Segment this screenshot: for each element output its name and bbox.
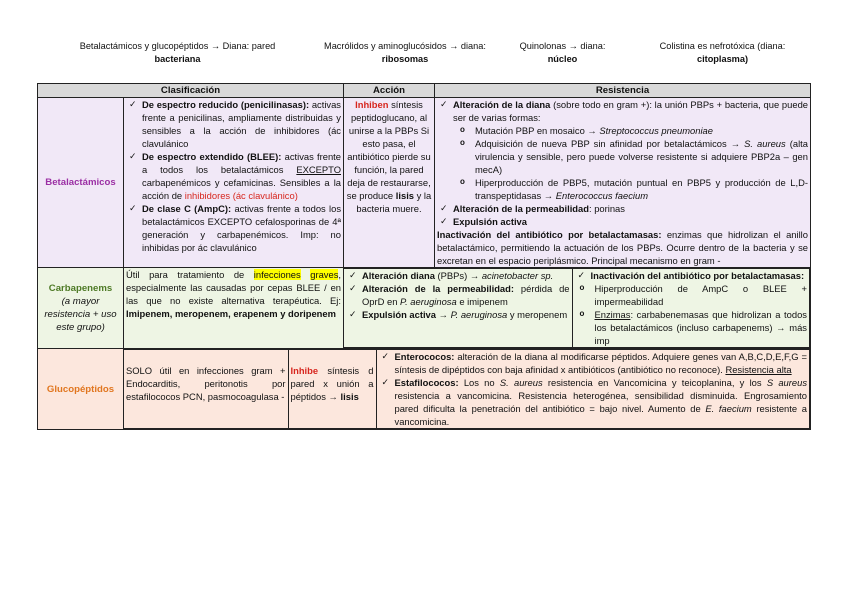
list-item: ✓ Alteración de la diana (sobre todo en gram +): la unión PBPs + bacteria, que puede ser de varias formas: o Mutación PBP en mosaico → Streptococcus pneumoniae o Adquisición de nueva PBP sin afinidad por betalactámicos → S. aureus (alta virulencia y sensible, pero puede volverse resistente si adquiere PBP2a – gen mecA) o Hiperproducción de PBP5, mutación puntual en PBP5 y producción de L,D-transpeptidasas → Enterococcus faecium (453, 98, 808, 202)
note-4-line2: citoplasma) (696, 54, 749, 64)
list-item: ✓ Alteración de la permeabilidad: pérdida de OprD en P. aeruginosa e imipenem (362, 282, 570, 308)
list-item: ✓ Estafilococos: Los no S. aureus resistencia en Vancomicina y teicoplanina, y los S aureus resistencia a vancomicina. Resistencia heterogénea, sensibilidad disminuida. Engrosamiento pared dificulta la penetración del antibiótico = bajo nivel. Aumento de E. faecium resistente a vancomicina. (395, 376, 808, 428)
note-3-line1: Quinolonas → diana: (519, 41, 606, 51)
table-header-row (38, 84, 811, 98)
col-header-accion: Acción (344, 84, 435, 98)
header-note-1 (50, 40, 305, 66)
list-item: ✓ Alteración de la permeabilidad: porinas (453, 202, 808, 215)
list-item: o Mutación PBP en mosaico → Streptococcus pneumoniae (475, 124, 808, 137)
list-item: o Hiperproducción de AmpC o BLEE + impermeabilidad (595, 282, 808, 308)
header-note-2 (300, 40, 510, 66)
gluc-accion: Inhibe síntesis d pared x unión a péptidos → lisis (288, 350, 376, 429)
carbapenems-sublabel: (a mayor resistencia + uso este grupo) (44, 296, 117, 333)
gluc-resistencia (376, 350, 810, 429)
header-note-3 (505, 40, 620, 66)
beta-clasificacion (124, 98, 344, 268)
antibiotics-table (37, 83, 811, 430)
row-label-betalactamicos: Betalactámicos (38, 98, 124, 268)
note-3-line2: núcleo (547, 54, 578, 64)
header-note-4 (635, 40, 810, 66)
note-2-line1: Macrólidos y aminoglucósidos → diana: (324, 41, 486, 51)
list-item: ✓ Alteración diana (PBPs) → acinetobacter sp. (362, 269, 570, 282)
row-label-glucopeptidos: Glucopéptidos (38, 349, 124, 430)
note-1-line2: bacteriana (154, 54, 201, 64)
list-item: o Enzimas: carbabenemasas que hidrolizan a todos los betalactámicos (incluso carbapenems) → más imp (595, 308, 808, 347)
list-item: ✓ Expulsión activa → P. aeruginosa y meropenem (362, 308, 570, 321)
list-item: ✓ Expulsión activa (453, 215, 808, 228)
list-item: o Adquisición de nueva PBP sin afinidad por betalactámicos → S. aureus (alta virulencia y sensible, pero puede volverse resistente si adquiere PBP2a – gen mecA) (475, 137, 808, 176)
carb-accion (344, 269, 572, 348)
note-1-line1: Betalactámicos y glucopéptidos → Diana: pared (79, 41, 276, 51)
list-item: ✓ De espectro reducido (penicilinasas): activas frente a penicilinas, ampliamente distribuidas y sensibles a la acción de inhibidores (ác clavulánico (142, 98, 341, 150)
carb-accion-resistencia (344, 268, 811, 349)
row-glucopeptidos (38, 349, 811, 430)
note-4-line1: Colistina es nefrotóxica (diana: (659, 41, 786, 51)
row-label-carbapenems: Carbapenems (a mayor resistencia + uso este grupo) (38, 268, 124, 349)
carb-clasificacion: Útil para tratamiento de infecciones graves, especialmente las causadas por cepas BLEE / en las que no existe alternativa terapéutica. Ej: Imipenem, meropenem, erapenem y doripenem (124, 268, 344, 349)
list-item: o Hiperproducción de PBP5, mutación puntual en PBP5 y producción de L,D-transpeptidasas → Enterococcus faecium (475, 176, 808, 202)
list-item: ✓ De clase C (AmpC): activas frente a todos los betalactámicos EXCEPTO cefalosporinas de 4ª generación y carbapenémicos. Imp: no inhibidas por ác clavulánico (142, 202, 341, 254)
list-item: ✓ Inactivación del antibiótico por betalactamasas: o Hiperproducción de AmpC o BLEE + impermeabilidad o Enzimas: carbabenemasas que hidrolizan a todos los betalactámicos (incluso carbapenems) → más imp (591, 269, 808, 347)
row-betalactamicos (38, 98, 811, 268)
col-header-resistencia: Resistencia (435, 84, 811, 98)
gluc-clasificacion: SOLO útil en infecciones gram + Endocarditis, peritonotis por estafilococos PCN, pasmocoagulasa - (124, 350, 288, 429)
gluc-content (124, 349, 811, 430)
note-2-line2: ribosomas (381, 54, 429, 64)
beta-resistencia (435, 98, 811, 268)
list-item: ✓ Enterococos: alteración de la diana al modificarse péptidos. Adquiere genes van A,B,C,D,E,F,G = síntesis de dipéptidos con baja afinidad x antibióticos (antibiótico no reconoce). Resistencia alta (395, 350, 808, 376)
row-carbapenems (38, 268, 811, 349)
col-header-clasificacion: Clasificación (38, 84, 344, 98)
beta-inactivacion-paragraph: Inactivación del antibiótico por betalactamasas: enzimas que hidrolizan el anillo betalactámico, permitiendo la actuación de los PBPs. Ocurre dentro de la bacteria y se excretan en el espacio periplásmico. Principal mecanismo en gram - (437, 229, 808, 266)
carb-resistencia (572, 269, 810, 348)
beta-accion: Inhiben síntesis peptidoglucano, al unirse a la PBPs Si esto pasa, el antibiótico pierde su función, la pared deja de restaurarse, se produce lisis y la bacteria muere. (344, 98, 435, 268)
list-item: ✓ De espectro extendido (BLEE): activas frente a todos los betalactámicos EXCEPTO carbapenémicos y cefamicinas. Sensibles a la acción de inhibidores (ác clavulánico) (142, 150, 341, 202)
